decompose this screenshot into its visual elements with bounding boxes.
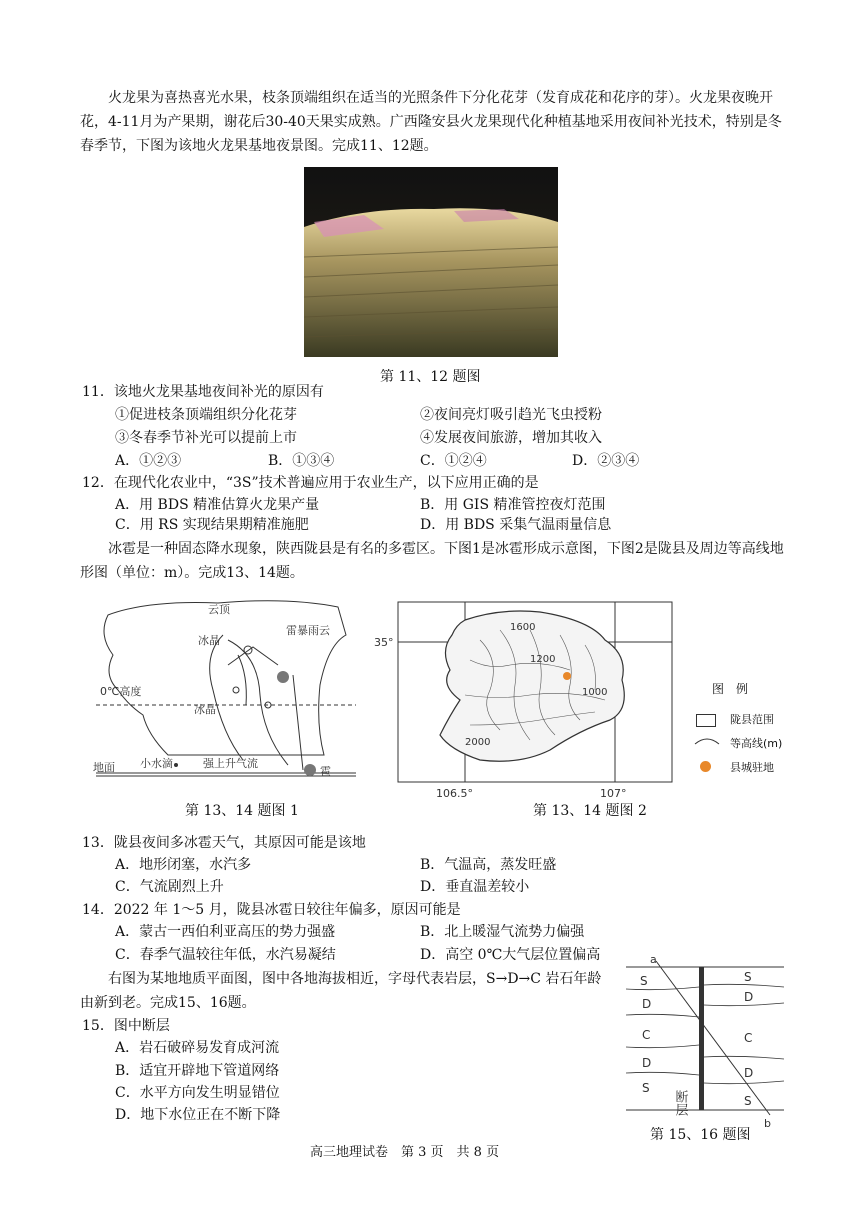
q12-option-a[interactable]: A．用 BDS 精准估算火龙果产量 bbox=[115, 497, 320, 513]
fig1-thunder-cloud: 雷暴雨云 bbox=[286, 624, 330, 637]
fig1-caption: 第 13、14 题图 1 bbox=[185, 803, 299, 819]
q11-option-c[interactable]: C．①②④ bbox=[420, 453, 487, 469]
county-boundary-icon bbox=[696, 714, 716, 727]
q15-option-d[interactable]: D．地下水位正在不断下降 bbox=[115, 1107, 281, 1123]
left-layer-s-top: S bbox=[640, 974, 648, 988]
county-seat-icon bbox=[700, 761, 711, 772]
q11-item-1: ①促进枝条顶端组织分化花芽 bbox=[115, 407, 297, 423]
right-layer-d-bottom: D bbox=[744, 1066, 754, 1080]
fig1-updraft: 强上升气流 bbox=[203, 757, 258, 770]
q11-item-4: ④发展夜间旅游，增加其收入 bbox=[420, 430, 602, 446]
q13-option-d[interactable]: D．垂直温差较小 bbox=[420, 879, 530, 895]
q14-option-c[interactable]: C．春季气温较往年低，水汽易凝结 bbox=[115, 947, 336, 963]
fig1-ice-crystal: 冰晶 bbox=[198, 634, 220, 647]
fig2-lon-right: 107° bbox=[600, 787, 627, 800]
legend-title: 图 例 bbox=[712, 682, 749, 696]
contour-map bbox=[370, 600, 680, 800]
q14-option-b[interactable]: B．北上暖湿气流势力偏强 bbox=[420, 924, 585, 940]
legend-county-seat: 县城驻地 bbox=[730, 761, 774, 774]
left-layer-d-top: D bbox=[642, 997, 652, 1011]
right-layer-d-top: D bbox=[744, 990, 754, 1004]
left-layer-s-bottom: S bbox=[642, 1081, 650, 1095]
intro-15-16: 右图为某地地质平面图，图中各地海拔相近，字母代表岩层，S→D→C 岩石年龄由新到老。完成15、16题。 bbox=[80, 971, 602, 1011]
fig1-hail: 雹 bbox=[320, 765, 331, 778]
geologic-map bbox=[620, 955, 790, 1130]
q15-option-c[interactable]: C．水平方向发生明显错位 bbox=[115, 1085, 280, 1101]
legend-contour: 等高线(m) bbox=[730, 737, 783, 750]
q13-stem: 13．陇县夜间多冰雹天气，其原因可能是该地 bbox=[82, 835, 366, 851]
contour-line-icon bbox=[694, 734, 720, 746]
q13-option-a[interactable]: A．地形闭塞，水汽多 bbox=[115, 857, 252, 873]
q12-option-b[interactable]: B．用 GIS 精准管控夜灯范围 bbox=[420, 497, 606, 513]
fig2-legend bbox=[690, 680, 800, 780]
label-b: b bbox=[764, 1117, 771, 1130]
fig-11-12-caption: 第 11、12 题图 bbox=[380, 369, 481, 385]
fig-15-16-caption: 第 15、16 题图 bbox=[650, 1127, 751, 1143]
q11-option-d[interactable]: D．②③④ bbox=[572, 453, 640, 469]
fig1-ice-nuclei: 冰晶 bbox=[194, 703, 216, 716]
q15-stem: 15．图中断层 bbox=[82, 1018, 170, 1034]
fig1-cloud-top: 云顶 bbox=[208, 603, 230, 616]
fig2-lat-label: 35° bbox=[374, 636, 394, 649]
q14-option-a[interactable]: A．蒙古一西伯利亚高压的势力强盛 bbox=[115, 924, 336, 940]
fig2-contour-1200: 1200 bbox=[530, 654, 556, 665]
fault-label: 断层 bbox=[672, 1090, 688, 1116]
q11-stem: 11．该地火龙果基地夜间补光的原因有 bbox=[82, 384, 324, 400]
q14-stem: 14．2022 年 1～5 月，陇县冰雹日较往年偏多，原因可能是 bbox=[82, 902, 461, 918]
q11-option-a[interactable]: A．①②③ bbox=[115, 453, 182, 469]
dragon-fruit-night-photo bbox=[304, 167, 558, 357]
fig2-contour-2000: 2000 bbox=[465, 737, 491, 748]
page-footer: 高三地理试卷 第 3 页 共 8 页 bbox=[310, 1145, 500, 1160]
q15-option-b[interactable]: B．适宜开辟地下管道网络 bbox=[115, 1063, 280, 1079]
q11-item-2: ②夜间亮灯吸引趋光飞虫授粉 bbox=[420, 407, 602, 423]
left-layer-d-bottom: D bbox=[642, 1056, 652, 1070]
q13-option-b[interactable]: B．气温高，蒸发旺盛 bbox=[420, 857, 557, 873]
q11-option-b[interactable]: B．①③④ bbox=[268, 453, 335, 469]
fig2-contour-1600: 1600 bbox=[510, 622, 536, 633]
fig2-caption: 第 13、14 题图 2 bbox=[533, 803, 647, 819]
right-layer-c: C bbox=[744, 1031, 753, 1045]
q11-item-3: ③冬春季节补光可以提前上市 bbox=[115, 430, 297, 446]
hail-formation-diagram bbox=[88, 595, 363, 790]
fig1-ground: 地面 bbox=[93, 761, 115, 774]
right-layer-s-top: S bbox=[744, 970, 752, 984]
q13-option-c[interactable]: C．气流剧烈上升 bbox=[115, 879, 224, 895]
right-layer-s-bottom: S bbox=[744, 1094, 752, 1108]
q15-option-a[interactable]: A．岩石破碎易发育成河流 bbox=[115, 1040, 280, 1056]
fig2-contour-1000: 1000 bbox=[582, 687, 608, 698]
q14-option-d[interactable]: D．高空 0℃大气层位置偏高 bbox=[420, 947, 601, 963]
legend-boundary: 陇县范围 bbox=[730, 713, 774, 726]
q12-stem: 12．在现代化农业中，“3S”技术普遍应用于农业生产，以下应用正确的是 bbox=[82, 475, 539, 491]
fig1-water-drop: 小水滴 bbox=[140, 757, 173, 770]
fig1-freeze-level: 0℃高度 bbox=[100, 685, 142, 698]
intro-13-14: 冰雹是一种固态降水现象，陕西陇县是有名的多雹区。下图1是冰雹形成示意图，下图2是陇县及周边等高线地形图（单位：m）。完成13、14题。 bbox=[80, 541, 784, 581]
q12-option-c[interactable]: C．用 RS 实现结果期精准施肥 bbox=[115, 517, 309, 533]
left-layer-c: C bbox=[642, 1028, 651, 1042]
label-a: a bbox=[650, 955, 657, 966]
intro-11-12: 火龙果为喜热喜光水果，枝条顶端组织在适当的光照条件下分化花芽（发育成花和花序的芽）。火龙果夜晚开花，4-11月为产果期，谢花后30-40天果实成熟。广西隆安县火龙果现代化种植基地采用夜间补光技术，特别是冬春季节，下图为该地火龙果基地夜景图。完成11、12题。 bbox=[80, 90, 782, 154]
fig2-lon-left: 106.5° bbox=[436, 787, 473, 800]
q12-option-d[interactable]: D．用 BDS 采集气温雨量信息 bbox=[420, 517, 612, 533]
